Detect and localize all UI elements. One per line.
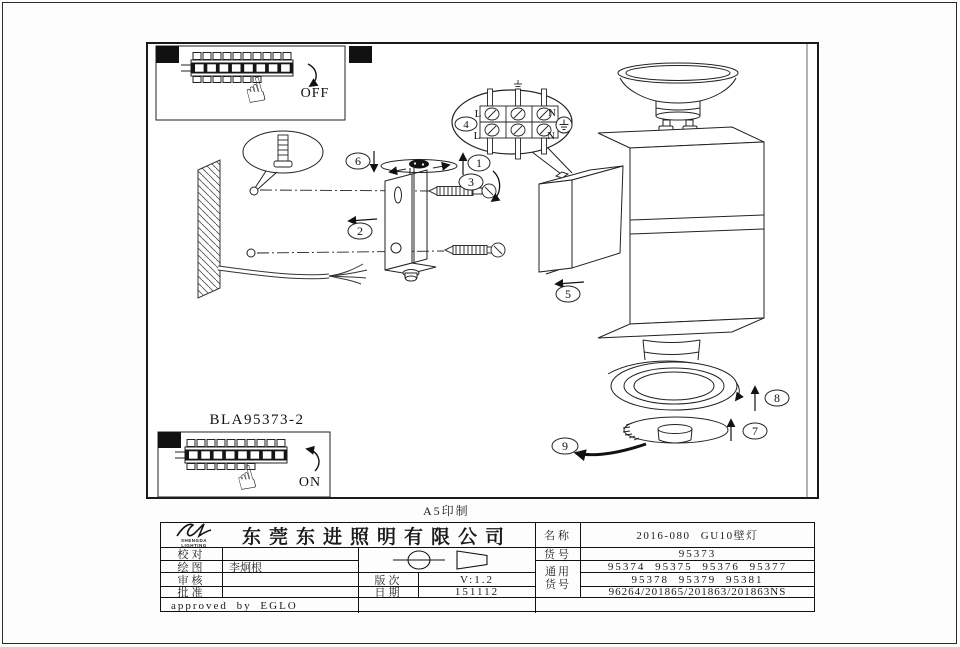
step-1: 1	[476, 156, 482, 170]
empty-cell	[536, 598, 814, 613]
name-label: 名称	[536, 523, 581, 548]
brand-logo-icon	[174, 523, 214, 539]
company-cell	[161, 523, 536, 548]
step-4: 4	[463, 119, 469, 131]
earth-ground-icon	[556, 117, 572, 133]
step-5: 5	[565, 287, 571, 301]
draw-value: 李炯根	[223, 561, 359, 573]
step-3: 3	[468, 175, 474, 189]
check-value	[223, 548, 359, 561]
mounting-screw-2	[445, 243, 505, 257]
approve-label: 批准	[161, 587, 223, 598]
draw-label: 绘图	[161, 561, 223, 573]
common-label-line2: 货号	[545, 579, 571, 591]
pointing-hand-icon: ☝	[239, 69, 271, 114]
name-value: 2016-080 GU10壁灯	[581, 523, 814, 548]
item-label: 货号	[536, 548, 581, 561]
print-note: A5印制	[423, 504, 470, 518]
date-label: 日期	[359, 587, 419, 598]
terminal-l-bottom: L	[473, 130, 481, 142]
review-value	[223, 573, 359, 587]
check-label: 校对	[161, 548, 223, 561]
off-label: OFF	[300, 86, 330, 101]
review-label: 审核	[161, 573, 223, 587]
step-6: 6	[355, 154, 361, 168]
projection-symbol-cell	[359, 548, 536, 573]
common-row-3: 96264/201865/201863/201863NS	[581, 587, 814, 598]
drawing-code: BLA95373-2	[209, 412, 305, 428]
item-value: 95373	[581, 548, 814, 561]
step-2: 2	[357, 224, 363, 238]
mounting-disc	[623, 417, 728, 443]
projection-symbol-icon	[387, 549, 507, 571]
terminal-n-bottom: N	[547, 130, 555, 142]
version-label: 版次	[359, 573, 419, 587]
common-row-1: 95374 95375 95376 95377	[581, 561, 814, 573]
common-item-label	[536, 561, 581, 598]
company-name: 东莞东进照明有限公司	[241, 526, 512, 548]
section-c-label: C	[165, 433, 174, 448]
terminal-l-top: L	[474, 108, 482, 120]
approve-value	[223, 587, 359, 598]
common-row-2: 95378 95379 95381	[581, 573, 814, 587]
section-b-label: B	[356, 47, 365, 62]
step-8: 8	[774, 391, 780, 405]
brand-name-bottom: LIGHTING	[181, 542, 207, 548]
step-7: 7	[752, 424, 758, 438]
terminal-block	[480, 80, 558, 159]
installation-diagram	[146, 42, 820, 500]
date-value: 151112	[419, 587, 536, 598]
title-block	[160, 522, 815, 612]
on-label: ON	[298, 475, 322, 490]
step-9: 9	[562, 439, 568, 453]
version-value: V:1.2	[419, 573, 536, 587]
terminal-n-top: N	[548, 107, 556, 119]
wall-hatch	[198, 160, 220, 298]
approved-by: approved by EGLO	[161, 598, 359, 613]
brand-name-top: SHENGDA	[180, 538, 207, 543]
common-label-line1: 通用	[545, 566, 571, 579]
empty-cell	[359, 598, 536, 613]
pointing-hand-icon: ☝	[231, 457, 261, 500]
brand-logo	[165, 523, 223, 548]
section-a-label: A	[162, 47, 173, 62]
